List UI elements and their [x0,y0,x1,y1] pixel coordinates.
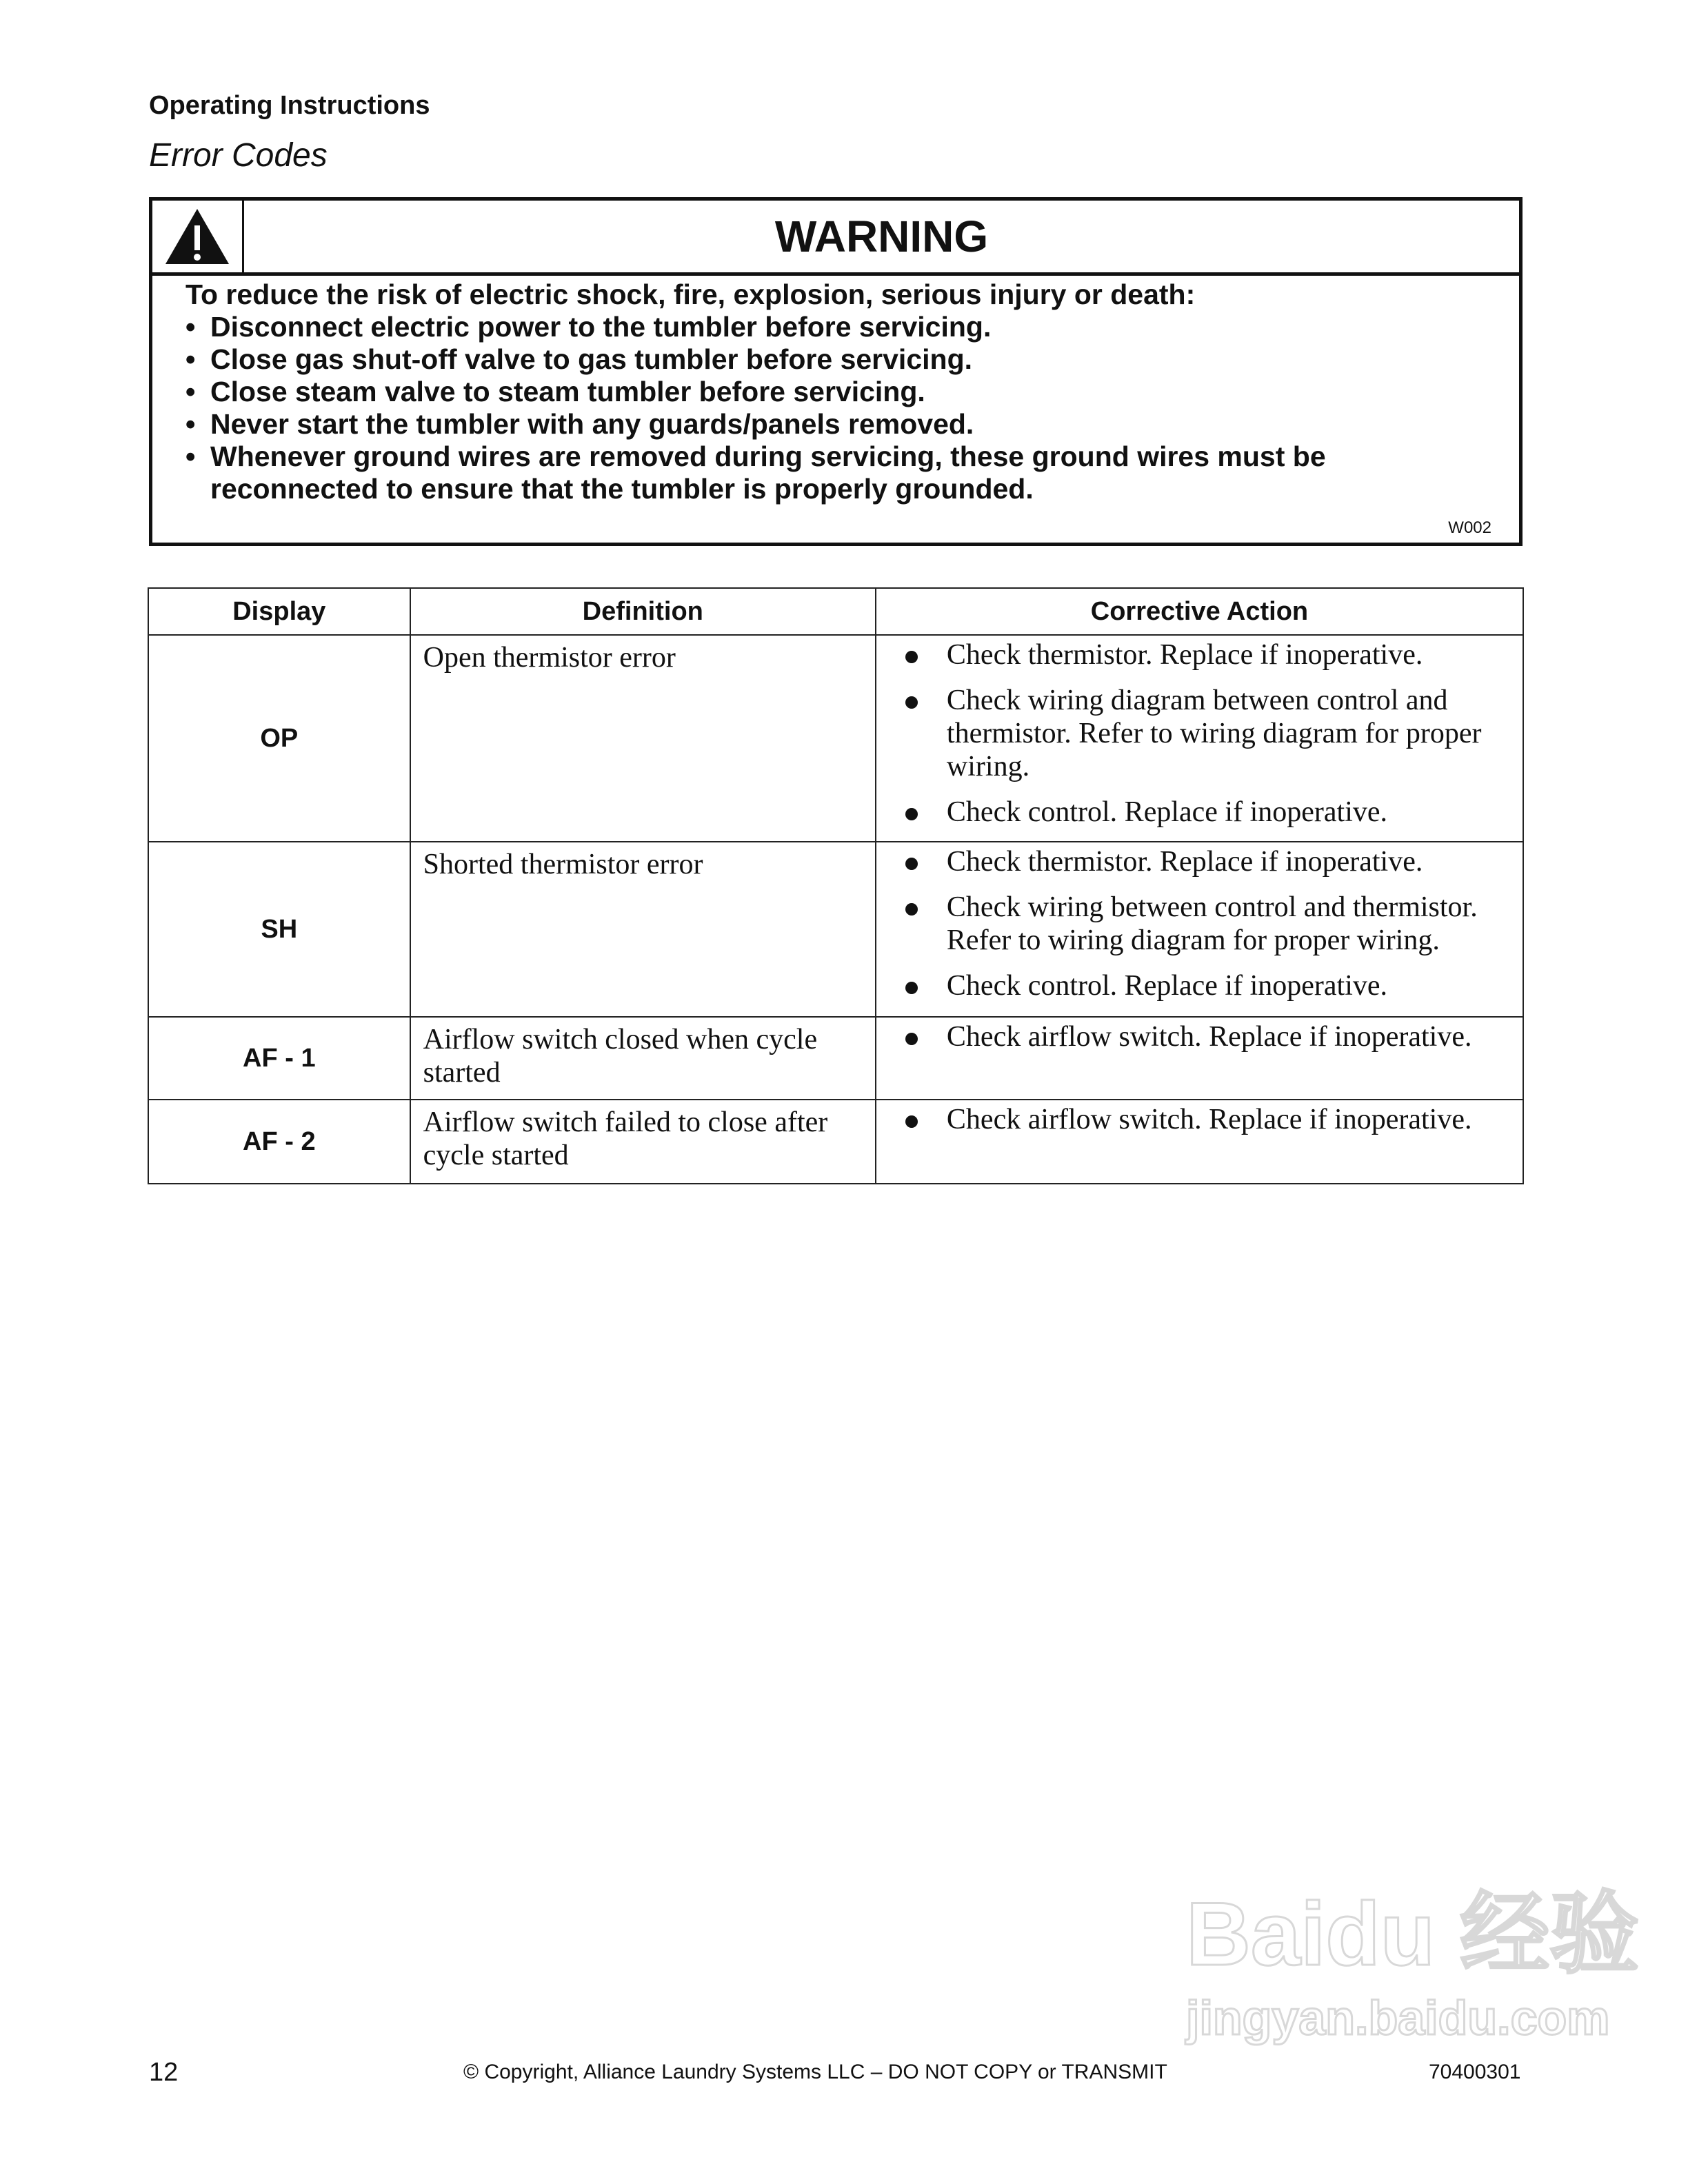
corrective-action [876,1100,1523,1184]
warning-item: • Never start the tumbler with any guards/panels removed. [185,408,1519,441]
warning-item: • Disconnect electric power to the tumbler before servicing. [185,311,1519,343]
warning-box [149,197,1523,546]
display-code: OP [148,635,410,842]
action-item: Check control. Replace if inoperative. [876,796,1509,829]
definition: Airflow switch failed to close after cycle started [410,1100,876,1184]
warning-item: • Close steam valve to steam tumbler before servicing. [185,376,1519,408]
corrective-action [876,635,1523,842]
column-header-corrective-action: Corrective Action [876,588,1523,635]
action-item: Check airflow switch. Replace if inoperative. [876,1103,1509,1136]
definition: Open thermistor error [410,635,876,842]
corrective-action [876,1017,1523,1100]
baidu-watermark-url: jingyan.baidu.com [1186,1991,1610,2045]
display-code: AF - 2 [148,1100,410,1184]
action-item: Check control. Replace if inoperative. [876,969,1509,1002]
warning-item: • Whenever ground wires are removed during servicing, these ground wires must be reconnected to ensure that the tumbler is properly grounded. [185,441,1424,505]
table-row [148,1100,1523,1184]
action-item: Check wiring between control and thermistor. Refer to wiring diagram for proper wiring. [876,891,1509,957]
document-number: 70400301 [1429,2061,1521,2083]
definition: Shorted thermistor error [410,842,876,1017]
baidu-watermark-logo: Baidu 经验 [1186,1883,1640,1984]
column-header-display: Display [148,588,410,635]
corrective-action [876,842,1523,1017]
warning-body [152,276,1519,505]
column-header-definition: Definition [410,588,876,635]
action-item: Check thermistor. Replace if inoperative. [876,845,1509,878]
display-code: SH [148,842,410,1017]
section-heading: Operating Instructions [149,91,430,120]
copyright-notice: © Copyright, Alliance Laundry Systems LLC – DO NOT COPY or TRANSMIT [463,2061,1167,2083]
warning-code: W002 [1448,518,1491,537]
warning-title: WARNING [774,212,989,261]
warning-item: • Close gas shut-off valve to gas tumbler before servicing. [185,343,1519,376]
table-row [148,842,1523,1017]
definition: Airflow switch closed when cycle started [410,1017,876,1100]
warning-header [152,201,1519,276]
warning-list [185,311,1519,505]
page-subtitle: Error Codes [149,137,328,174]
error-codes-table [148,587,1524,1184]
action-item: Check thermistor. Replace if inoperative. [876,638,1509,671]
action-item: Check airflow switch. Replace if inoperative. [876,1020,1509,1053]
table-header-row [148,588,1523,635]
warning-triangle-icon [152,201,244,272]
page-number: 12 [149,2058,179,2087]
table-row [148,635,1523,842]
warning-intro: To reduce the risk of electric shock, fire, explosion, serious injury or death: [185,279,1196,310]
table-row [148,1017,1523,1100]
action-item: Check wiring diagram between control and thermistor. Refer to wiring diagram for proper wiring. [876,684,1509,783]
display-code: AF - 1 [148,1017,410,1100]
